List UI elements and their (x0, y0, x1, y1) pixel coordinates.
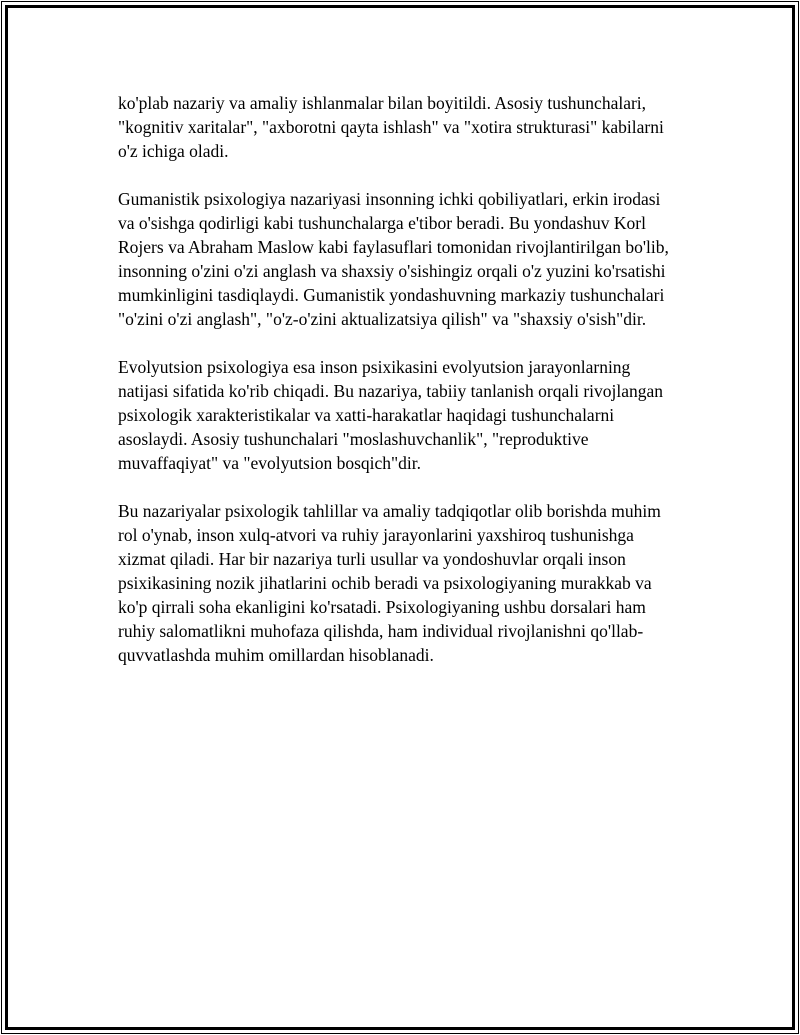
paragraph-cognitive-continuation: ko'plab nazariy va amaliy ishlanmalar bilan boyitildi. Asosiy tushunchalari, "kognitiv xaritalar", "axborotni qayta ishlash" va "xotira strukturasi" kabilarni o'z ichiga oladi. (118, 93, 664, 161)
paragraph-evolutionary-psychology: Evolyutsion psixologiya esa inson psixikasini evolyutsion jarayonlarning natijasi sifatida ko'rib chiqadi. Bu nazariya, tabiiy tanlanish orqali rivojlangan psixologik xarakteristikalar va xatti-harakatlar haqidagi tushunchalarni asoslaydi. Asosiy tushunchalari "moslashuvchanlik", "reproduktive muvaffaqiyat" va "evolyutsion bosqich"dir. (118, 357, 664, 473)
document-body (118, 91, 678, 691)
paragraph-conclusion: Bu nazariyalar psixologik tahlillar va amaliy tadqiqotlar olib borishda muhim rol o'ynab, inson xulq-atvori va ruhiy jarayonlarini yaxshiroq tushunishga xizmat qiladi. Har bir nazariya turli usullar va yondoshuvlar orqali inson psixikasining nozik jihatlarini ochib beradi va psixologiyaning murakkab va ko'p qirrali soha ekanligini ko'rsatadi. Psixologiyaning ushbu dorsalari ham ruhiy salomatlikni muhofaza qilishda, ham individual rivojlanishni qo'llab-quvvatlashda muhim omillardan hisoblanadi. (118, 501, 661, 665)
paragraph-humanistic-psychology: Gumanistik psixologiya nazariyasi insonning ichki qobiliyatlari, erkin irodasi va o'sishga qodirligi kabi tushunchalarga e'tibor beradi. Bu yondashuv Korl Rojers va Abraham Maslow kabi faylasuflari tomonidan rivojlantirilgan bo'lib, insonning o'zini o'zi anglash va shaxsiy o'sishingiz orqali o'z yuzini ko'rsatishi mumkinligini tasdiqlaydi. Gumanistik yondashuvning markaziy tushunchalari "o'zini o'zi anglash", "o'z-o'zini aktualizatsiya qilish" va "shaxsiy o'sish"dir. (118, 189, 669, 329)
